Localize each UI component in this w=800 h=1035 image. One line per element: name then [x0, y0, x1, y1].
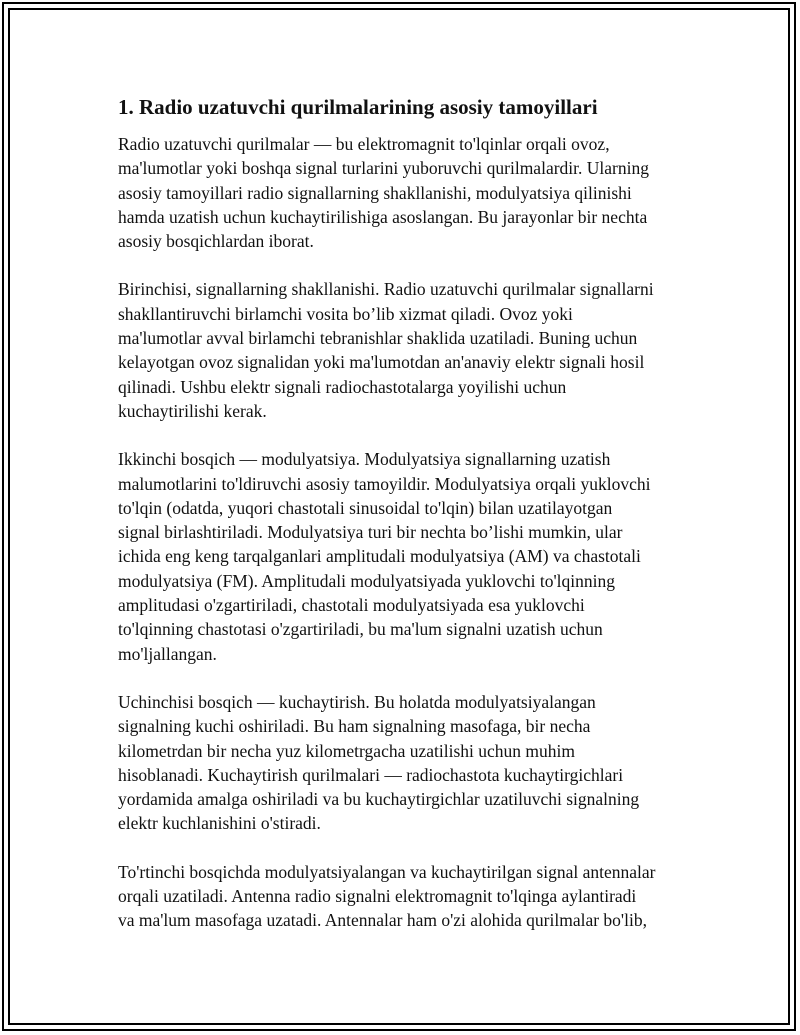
text-line: yordamida amalga oshiriladi va bu kuchaytirgichlar uzatiluvchi signalning	[118, 789, 640, 810]
text-line: ma'lumotlar yoki boshqa signal turlarini yuboruvchi qurilmalardir. Ularning	[118, 158, 649, 179]
text-line: to'lqinning chastotasi o'zgartiriladi, bu ma'lum signalni uzatish uchun	[118, 619, 603, 640]
text-line: orqali uzatiladi. Antenna radio signalni elektromagnit to'lqinga aylantiradi	[118, 886, 637, 907]
text-line: to'lqin (odatda, yuqori chastotali sinusoidal to'lqin) bilan uzatilayotgan	[118, 497, 613, 518]
text-line: amplitudasi o'zgartiriladi, chastotali modulyatsiyada esa yuklovchi	[118, 595, 585, 616]
text-line: signalning kuchi oshiriladi. Bu ham signalning masofaga, bir necha	[118, 716, 591, 737]
paragraph-2	[118, 277, 693, 423]
text-line: kilometrdan bir necha yuz kilometrgacha uzatilishi uchun muhim	[118, 740, 575, 761]
text-line: ma'lumotlar avval birlamchi tebranishlar shaklida uzatiladi. Buning uchun	[118, 328, 638, 349]
text-line: mo'ljallangan.	[118, 643, 217, 664]
text-line: Uchinchisi bosqich — kuchaytirish. Bu holatda modulyatsiyalangan	[118, 691, 596, 712]
text-line: kuchaytirilishi kerak.	[118, 400, 267, 421]
paragraph-5	[118, 860, 693, 933]
text-line: Birinchisi, signallarning shakllanishi. Radio uzatuvchi qurilmalar signallarni	[118, 279, 654, 300]
document-body	[118, 93, 693, 957]
text-line: ichida eng keng tarqalganlari amplitudali modulyatsiya (AM) va chastotali	[118, 546, 641, 567]
text-line: hisoblanadi. Kuchaytirish qurilmalari — radiochastota kuchaytirgichlari	[118, 764, 624, 785]
text-line: malumotlarini to'ldiruvchi asosiy tamoyildir. Modulyatsiya orqali yuklovchi	[118, 473, 651, 494]
text-line: To'rtinchi bosqichda modulyatsiyalangan va kuchaytirilgan signal antennalar	[118, 861, 656, 882]
text-line: signal birlashtiriladi. Modulyatsiya turi bir nechta bo’lishi mumkin, ular	[118, 522, 623, 543]
paragraph-4	[118, 690, 693, 836]
text-line: shakllantiruvchi birlamchi vosita bo’lib xizmat qiladi. Ovoz yoki	[118, 303, 573, 324]
text-line: modulyatsiya (FM). Amplitudali modulyatsiyada yuklovchi to'lqinning	[118, 570, 616, 591]
text-line: hamda uzatish uchun kuchaytirilishiga asoslangan. Bu jarayonlar bir nechta	[118, 206, 648, 227]
text-line: asosiy tamoyillari radio signallarning shakllanishi, modulyatsiya qilinishi	[118, 182, 632, 203]
text-line: Radio uzatuvchi qurilmalar — bu elektromagnit to'lqinlar orqali ovoz,	[118, 134, 610, 154]
text-line: elektr kuchlanishini o'stiradi.	[118, 813, 321, 834]
text-line: kelayotgan ovoz signalidan yoki ma'lumotdan an'anaviy elektr signali hosil	[118, 352, 645, 373]
text-line: va ma'lum masofaga uzatadi. Antennalar ham o'zi alohida qurilmalar bo'lib,	[118, 910, 647, 931]
paragraph-1	[118, 132, 693, 253]
text-line: qilinadi. Ushbu elektr signali radiochastotalarga yoyilishi uchun	[118, 376, 567, 397]
section-heading: 1. Radio uzatuvchi qurilmalarining asosiy tamoyillari	[118, 95, 598, 119]
text-line: Ikkinchi bosqich — modulyatsiya. Modulyatsiya signallarning uzatish	[118, 449, 611, 470]
paragraph-3	[118, 447, 693, 666]
text-line: asosiy bosqichlardan iborat.	[118, 231, 314, 252]
